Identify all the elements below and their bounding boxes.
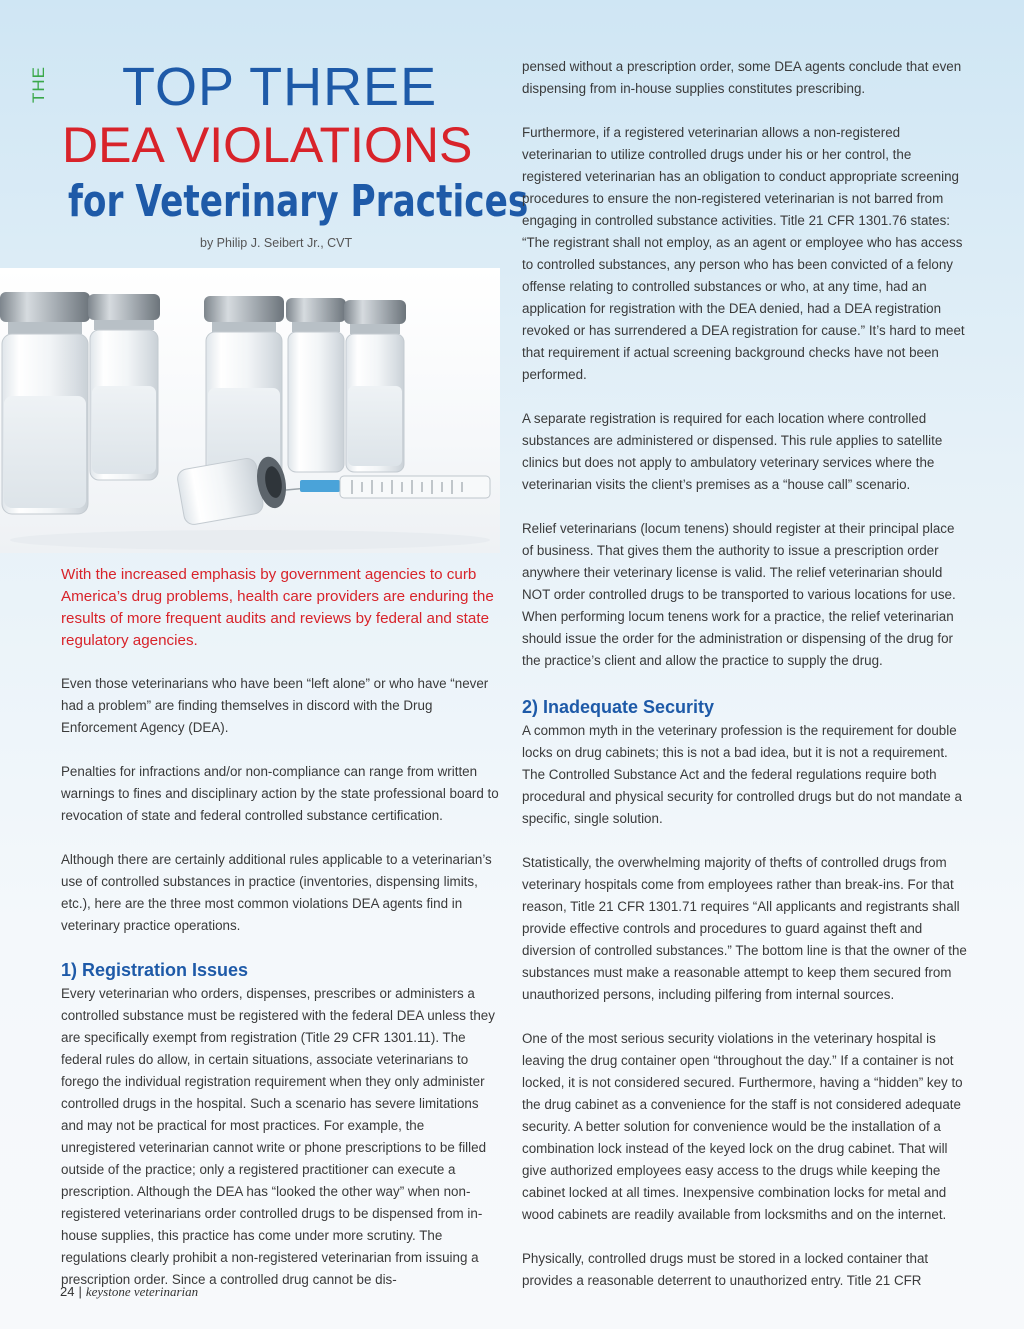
footer-separator: |	[78, 1284, 82, 1299]
paragraph: Penalties for infractions and/or non-compliance can range from written warnings to fines and disciplinary action by the state professional board to revocation of state and federal controlled substance certification.	[61, 764, 499, 823]
paragraph: Relief veterinarians (locum tenens) should register at their principal place of business. That gives them the authority to issue a prescription order anywhere their veterinary license is valid. The relief veterinarian should NOT order controlled drugs to be transported to various locations for use. When performing locum tenens work for a practice, the relief veterinarian should issue the order for the administration or dispensing of the drug for the practice’s client and allow the practice to supply the drug.	[522, 521, 956, 668]
paragraph: Furthermore, if a registered veterinarian allows a non-registered veterinarian to utilize controlled drugs under his or her control, the registered veterinarian has an obligation to conduct appropriate screening procedures to ensure the non-registered veterinarian is not barred from engaging in controlled substance activities. Title 21 CFR 1301.76 states: “The registrant shall not employ, as an agent or employee who has access to controlled substances, any person who has been convicted of a felony offense relating to controlled substances or who, at any time, had an application for registration with the DEA denied, had a DEA registration revoked or has surrendered a DEA registration for cause.” It’s hard to meet that requirement if actual screening background checks have not been performed.	[522, 125, 965, 382]
vials-syringe-photo	[0, 268, 500, 553]
paragraph: A common myth in the veterinary profession is the requirement for double locks on drug cabinets; this is not a bad idea, but it is not a requirement. The Controlled Substance Act and the federal regulations require both procedural and physical security for controlled drugs but do not mandate a specific, single solution.	[522, 723, 962, 826]
paragraph: Even those veterinarians who have been “left alone” or who have “never had a problem” are finding themselves in discord with the Drug Enforcement Agency (DEA).	[61, 676, 489, 735]
vials-illustration	[0, 268, 500, 553]
paragraph: A separate registration is required for each location where controlled substances are administered or dispensed. This rule applies to satellite clinics but does not apply to ambulatory veterinary services where the veterinarian visits the client’s premises as a “house call” scenario.	[522, 411, 943, 492]
paragraph: Statistically, the overwhelming majority of thefts of controlled drugs from veterinary hospitals come from employees rather than break-ins. For that reason, Title 21 CFR 1301.71 requires “All applicants and registrants shall provide effective controls and procedures to guard against theft and diversion of controlled substances.” The bottom line is that the owner of the substances must make a reasonable attempt to keep them secured from unauthorized persons, including pilfering from internal sources.	[522, 855, 967, 1002]
vial-1	[0, 292, 90, 514]
magazine-name: keystone veterinarian	[85, 1284, 199, 1299]
section-heading-registration: 1) Registration Issues	[61, 960, 249, 980]
paragraph: One of the most serious security violations in the veterinary hospital is leaving the drug container open “throughout the day.” If a container is not locked, it is not considered secured. Furthermore, having a “hidden” key to the drug cabinet as a convenience for the staff is not considered adequate security. A better solution for convenience would be the installation of a combination lock instead of the keyed lock on the drug cabinet. That will give authorized employees easy access to the drugs while keeping the cabinet locked at all times. Inexpensive combination locks for metal and wood cabinets are readily available from locksmiths and on the internet.	[522, 1031, 963, 1222]
vial-2	[88, 294, 160, 480]
right-column	[522, 56, 967, 1314]
paragraph: Physically, controlled drugs must be stored in a locked container that provides a reasonable deterrent to unauthorized entry. Title 21 CFR	[522, 1251, 929, 1288]
article-lede: With the increased emphasis by government agencies to curb America’s drug problems, health care providers are enduring the results of more frequent audits and reviews by federal and state regulatory agencies.	[61, 566, 494, 649]
page-footer	[60, 1284, 198, 1300]
title-the-vertical: THE	[29, 66, 48, 103]
page-number: 24	[60, 1284, 75, 1299]
byline: by Philip J. Seibert Jr., CVT	[200, 236, 353, 250]
section-heading-security: 2) Inadequate Security	[522, 697, 715, 717]
vial-5	[344, 300, 406, 472]
syringe	[286, 476, 490, 498]
vial-4	[286, 298, 346, 472]
title-line-1: TOP THREE	[122, 57, 438, 117]
paragraph: Every veterinarian who orders, dispenses, prescribes or administers a controlled substance must be registered with the federal DEA unless they are specifically exempt from registration (Title 29 CFR 1301.11). The federal rules do allow, in certain situations, associate veterinarians to forego the individual registration requirement when they only administer controlled drugs in the hospital. Such a scenario has severe limitations and may not be practical for most practices. For example, the unregistered veterinarian cannot write or phone prescriptions to be filled outside of the practice; only a registered practitioner can execute a prescription. Although the DEA has “looked the other way” when non-registered veterinarians order controlled drugs to be dispensed from in-house supplies, this practice has come under more scrutiny. The regulations clearly prohibit a non-registered veterinarian from issuing a prescription order. Since a controlled drug cannot be dis-	[61, 986, 495, 1287]
vial-3	[204, 296, 284, 478]
paragraph: pensed without a prescription order, some DEA agents conclude that even dispensing from in-house supplies constitutes prescribing.	[522, 59, 962, 96]
left-column	[61, 673, 501, 1313]
title-line-3: for Veterinary Practices	[68, 176, 529, 227]
title-line-2: DEA VIOLATIONS	[62, 117, 473, 173]
tipped-vial	[176, 452, 290, 526]
paragraph: Although there are certainly additional rules applicable to a veterinarian’s use of controlled substances in practice (inventories, dispensing limits, etc.), here are the three most common violations DEA agents find in veterinary practice operations.	[61, 852, 492, 933]
